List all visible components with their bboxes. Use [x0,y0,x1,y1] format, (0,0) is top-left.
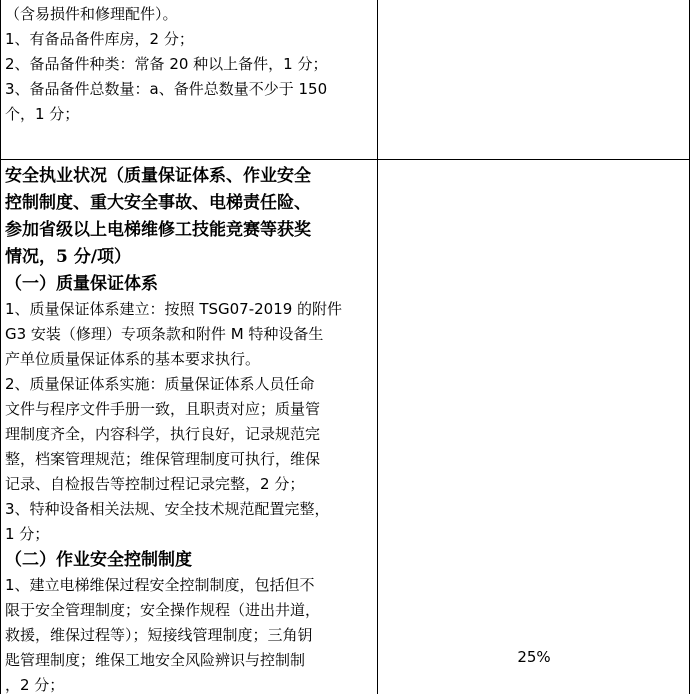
row2-content-cell [5,163,377,698]
table-column-divider [377,0,378,694]
quality-line: 3、特种设备相关法规、安全技术规范配置完整， [5,500,330,518]
table-left-border [0,0,1,694]
quality-line: 文件与程序文件手册一致，且职责对应；质量管 [5,400,321,418]
table-row-divider [0,159,690,160]
safety-line: 1、建立电梯维保过程安全控制制度，包括但不 [5,576,315,594]
subsection-heading-quality: （一）质量保证体系 [5,274,158,294]
quality-line: 2、质量保证体系实施：质量保证体系人员任命 [5,375,315,393]
quality-line: 产单位质量保证体系的基本要求执行。 [5,350,261,368]
row1-line: 3、备品备件总数量：a、备件总数量不少于 150 [5,80,328,98]
safety-line: 限于安全管理制度；安全操作规程（进出井道， [5,601,321,619]
quality-line: G3 安装（修理）专项条款和附件 M 特种设备生 [5,325,324,343]
table-right-border [689,0,690,694]
safety-line: 匙管理制度；维保工地安全风险辨识与控制制 [5,651,306,669]
subsection-heading-safety: （二）作业安全控制制度 [5,550,192,570]
weight-percentage: 25% [517,648,551,666]
safety-line: 救援，维保过程等）；短接线管理制度；三角钥 [5,626,313,644]
row1-line: 个，1 分； [5,105,80,123]
section-heading: 情况，5 分/项） [5,247,131,267]
quality-line: 整，档案管理规范；维保管理制度可执行，维保 [5,450,321,468]
row1-content-cell [5,2,377,127]
section-heading: 安全执业状况（质量保证体系、作业安全 [5,166,311,186]
quality-line: 1 分； [5,525,50,543]
section-heading: 参加省级以上电梯维修工技能竞赛等获奖 [5,220,311,240]
row1-line: 2、备品备件种类：常备 20 种以上备件，1 分； [5,55,328,73]
quality-line: 1、质量保证体系建立：按照 TSG07-2019 的附件 [5,300,343,318]
safety-line: ，2 分； [5,676,65,694]
quality-line: 记录、自检报告等控制过程记录完整，2 分； [5,475,305,493]
quality-line: 理制度齐全，内容科学，执行良好，记录规范完 [5,425,321,443]
row1-line: 1、有备品备件库房，2 分； [5,30,194,48]
row1-line: （含易损件和修理配件）。 [5,5,178,23]
section-heading: 控制制度、重大安全事故、电梯责任险、 [5,193,311,213]
